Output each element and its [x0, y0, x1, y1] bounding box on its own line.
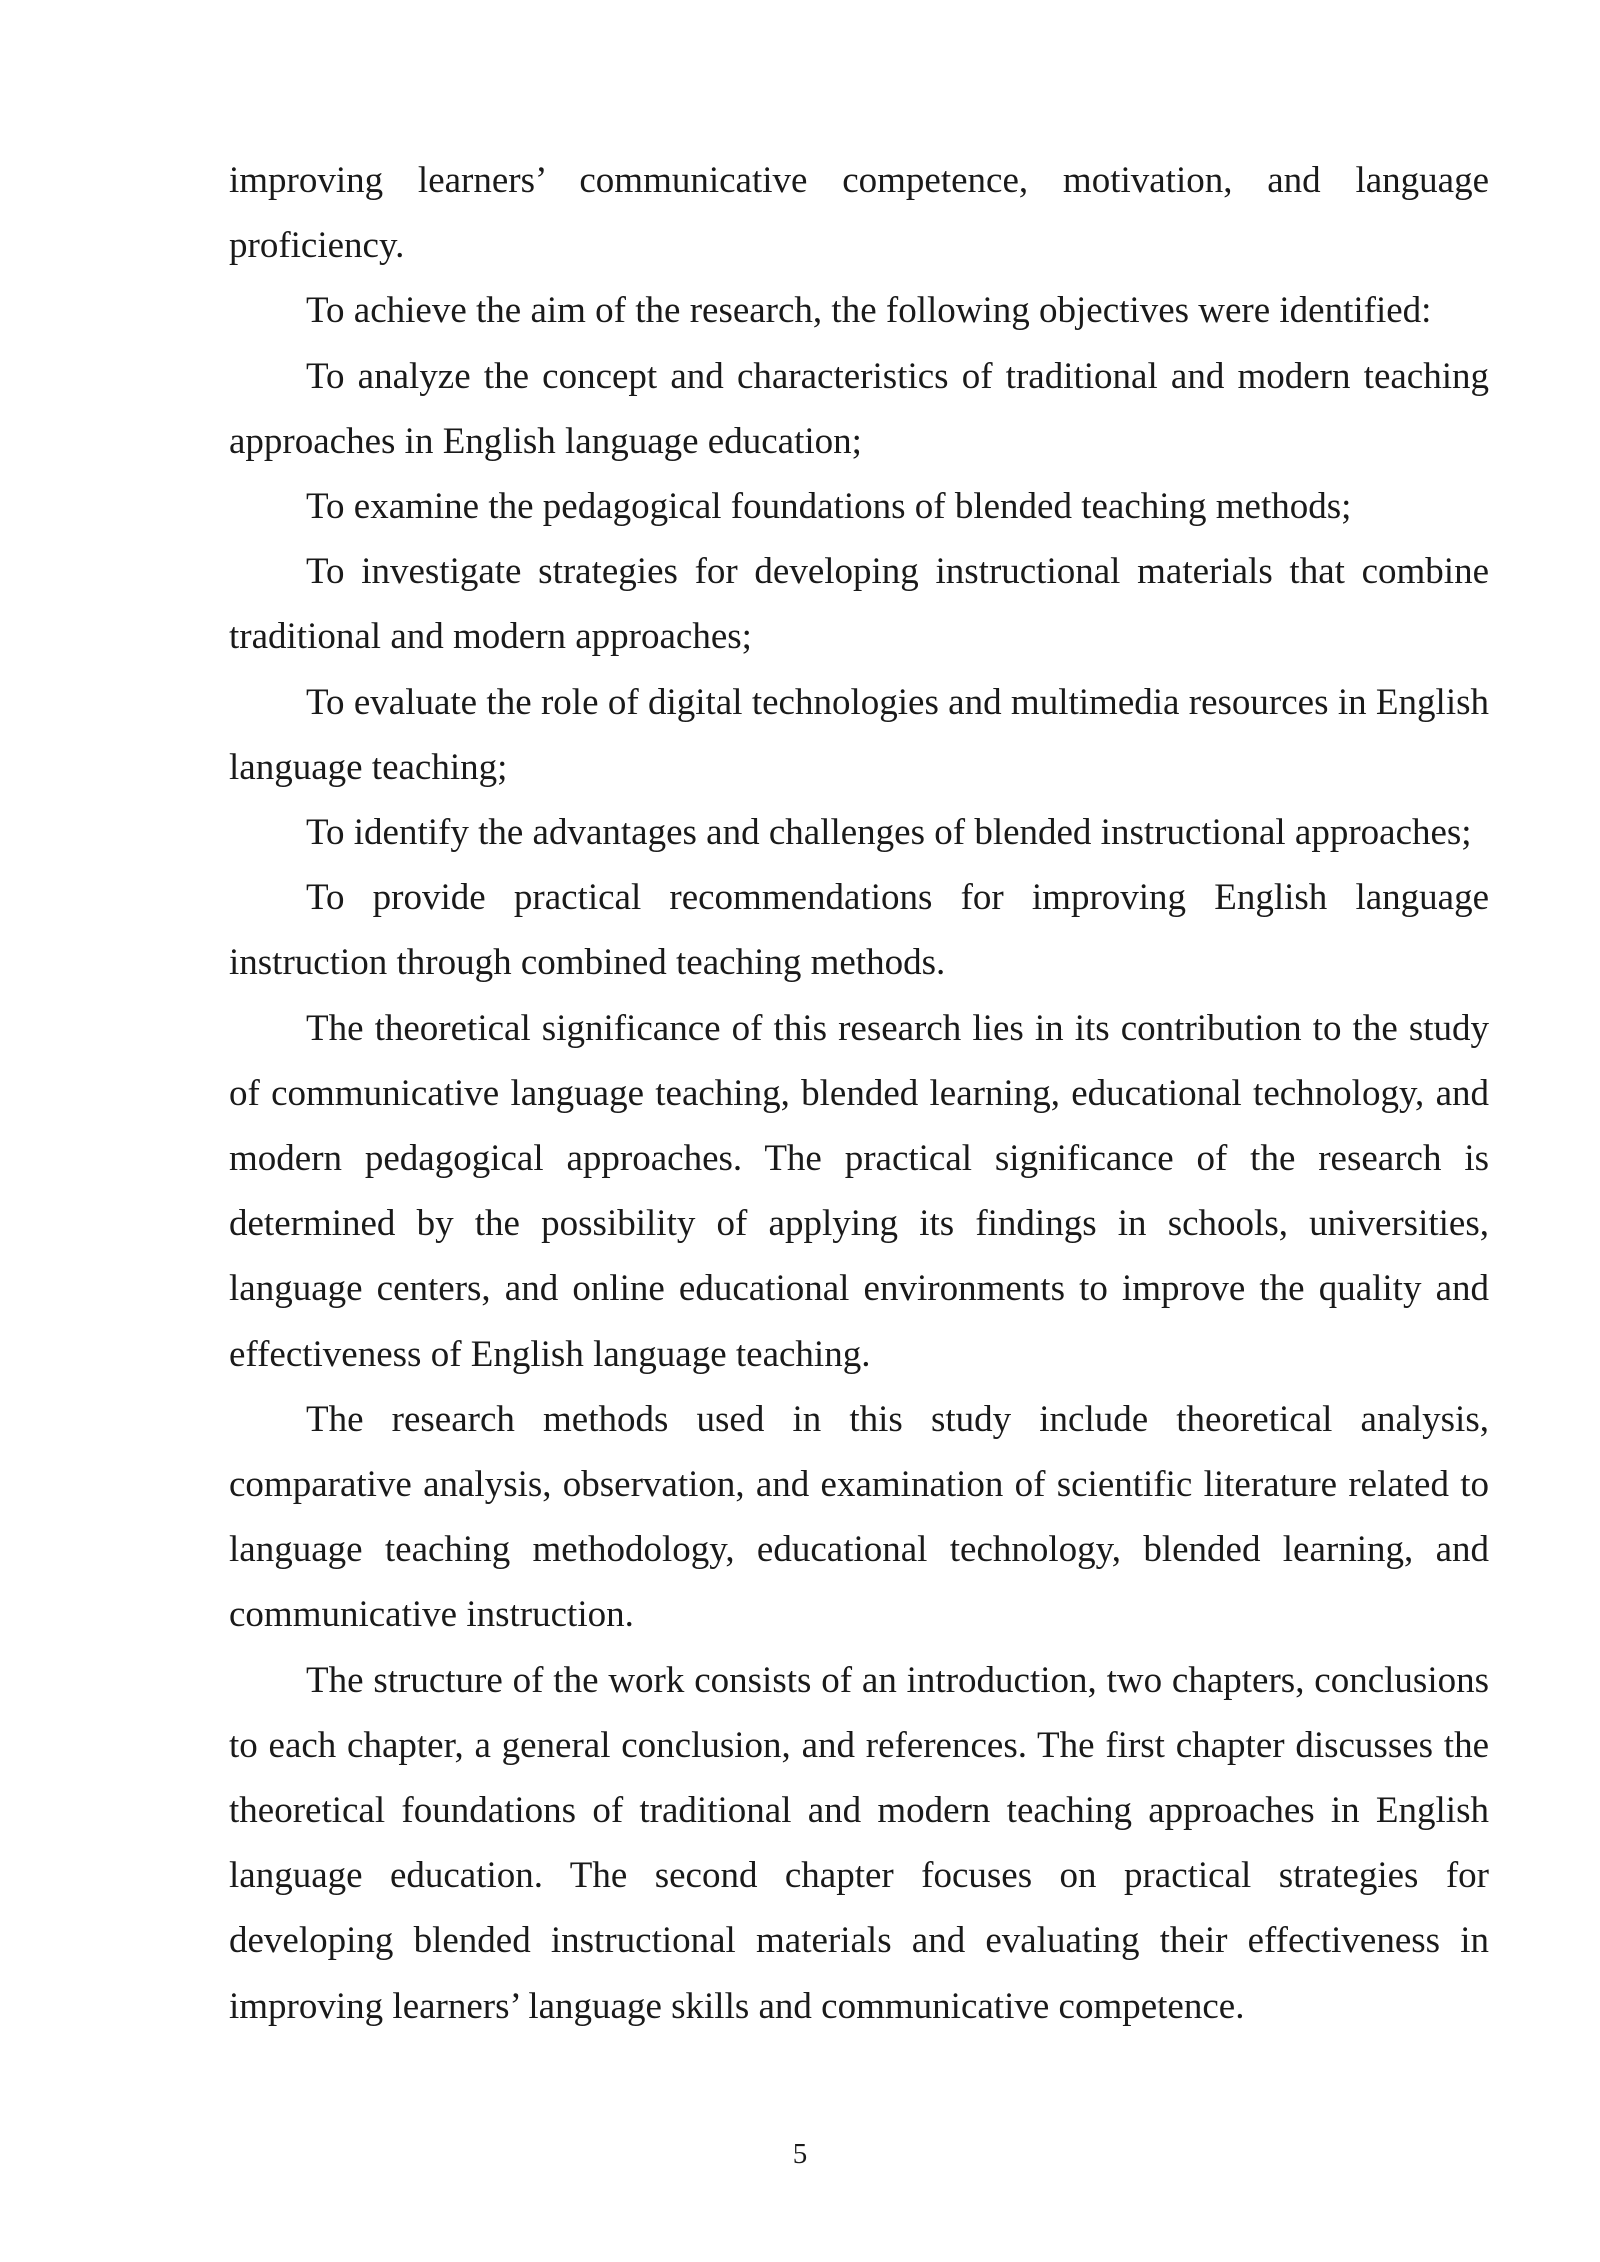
body-text — [229, 148, 1489, 2039]
paragraph-objective-examine: To examine the pedagogical foundations of blended teaching methods; — [306, 486, 1352, 528]
paragraph-significance: The theoretical significance of this research lies in its contribution to the study of communicative language teaching, blended learning, educational technology, and modern pedagogical approaches. The practical significance of the research is determined by the possibility of applying its findings in schools, universities, language centers, and online educational environments to improve the quality and effectiveness of English language teaching. — [229, 1007, 1489, 1375]
paragraph-objective-evaluate: To evaluate the role of digital technologies and multimedia resources in English language teaching; — [229, 681, 1489, 788]
paragraph-objective-investigate: To investigate strategies for developing instructional materials that combine traditional and modern approaches; — [229, 551, 1489, 658]
paragraph-objective-analyze: To analyze the concept and characteristics of traditional and modern teaching approaches in English language education; — [229, 355, 1489, 462]
paragraph-research-methods: The research methods used in this study include theoretical analysis, comparative analysis, observation, and examination of scientific literature related to language teaching methodology, educational technology, blended learning, and communicative instruction. — [229, 1398, 1489, 1636]
page-number: 5 — [792, 2138, 808, 2170]
paragraph-structure: The structure of the work consists of an introduction, two chapters, conclusions to each chapter, a general conclusion, and references. The first chapter discusses the theoretical foundations of traditional and modern teaching approaches in English language education. The second chapter focuses on practical strategies for developing blended instructional materials and evaluating their effectiveness in improving learners’ language skills and communicative competence. — [229, 1659, 1489, 2027]
paragraph-objective-identify: To identify the advantages and challenges of blended instructional approaches; — [306, 812, 1472, 854]
paragraph-continuation: improving learners’ communicative competence, motivation, and language proficiency. — [229, 160, 1489, 267]
paragraph-objective-provide: To provide practical recommendations for improving English language instruction through combined teaching methods. — [229, 877, 1489, 984]
paragraph-objectives-intro: To achieve the aim of the research, the following objectives were identified: — [306, 290, 1432, 332]
